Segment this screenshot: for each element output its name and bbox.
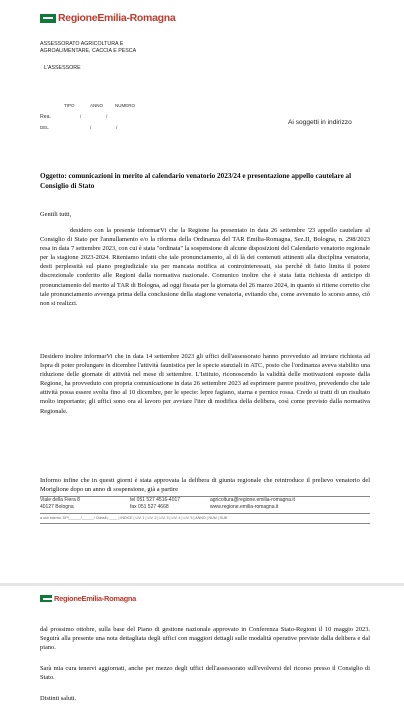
region-flag-icon xyxy=(40,595,52,602)
region-flag-icon xyxy=(40,14,56,23)
brand-name-page-2: RegioneEmilia-Romagna xyxy=(54,594,137,603)
region-logo xyxy=(40,12,175,24)
body-paragraph-3: Informo infine che in questi giorni è stata approvata la delibera di giunta regionale che reintroduce il prelievo venatorio del Moriglione dopo un anno di sospensione, già a partire xyxy=(40,477,370,494)
protocol-numero-header: NUMERO xyxy=(115,103,135,108)
classification-divider xyxy=(40,513,370,514)
protocol-anno-header: ANNO xyxy=(90,103,104,108)
footer-tel: tel 051 527 4516-4017 xyxy=(130,497,181,503)
closing-salutation: Distinti saluti. xyxy=(40,695,77,702)
protocol-del-label: DEL xyxy=(40,125,49,130)
department-line-1: ASSESSORATO AGRICOLTURA E xyxy=(40,41,124,47)
footer-address-2: 40127 Bologna xyxy=(40,504,74,510)
protocol-slash: / xyxy=(90,125,92,130)
department-line-2: AGROALIMENTARE, CACCIA E PESCA xyxy=(40,48,137,54)
footer-divider xyxy=(40,496,370,497)
region-logo-page-2 xyxy=(40,594,136,603)
classification-divider-bottom xyxy=(40,523,370,524)
office-label: L'ASSESSORE xyxy=(44,65,81,71)
letter-page-2 xyxy=(0,586,404,723)
protocol-rea-label: Rea. xyxy=(40,114,51,120)
greeting: Gentili tutti, xyxy=(40,211,72,218)
protocol-tipo-header: TIPO xyxy=(64,103,75,108)
brand-name: RegioneEmilia-Romagna xyxy=(58,12,176,24)
footer-fax: fax 051 527 4668 xyxy=(130,504,169,510)
body-paragraph-2: Desidero inoltre informarVi che in data 14 settembre 2023 gli uffici dell'assessorato hanno provveduto ad inviare richiesta ad Ispra di poter prolungare in dicembre l'attività faunistica per le specie stanziali in ATC, posto che l'ordinanza aveva stabilito una riduzione delle giornate di attività nel mese di settembre. L'Istituto, riconoscendo la validità delle motivazioni esposte dalla Regione, ha provveduto con propria comunicazione in data 26 settembre 2023 ad esprimere parere positivo, prevedendo che tale attività possa essere svolta fino al 10 dicembre, per le specie: lepre fagiano, starna e pernice rossa. Credo si tratti di un risultato molto importante; gli uffici sono ora al lavoro per avviare l'iter di modifica della delibera, così come previsto dalla normativa Regionale. xyxy=(40,353,370,415)
subject-line: Oggetto: comunicazioni in merito al calendario venatorio 2023/24 e presentazione appello cautelare al Consiglio di Stato xyxy=(40,172,352,190)
footer-address-1: Viale della Fiera 8 xyxy=(40,497,80,503)
protocol-slash: / xyxy=(80,114,82,119)
recipient-line: Ai soggetti in indirizzo xyxy=(288,119,352,126)
body-paragraph-1: desidero con la presente informarVi che la Regione ha presentato in data 26 settembre '23 appello cautelare al Consiglio di Stato per l'annullamento e/o la riforma della Ordinanza del TAR Emilia-Romagna, Sez.II, Bologna, n. 298/2023 resa in data 7 settembre 2023, con cui è stata "ordinata" la sospensione di alcune disposizioni del Calendario venatorio regionale per la stagione 2023-2024. Riteniamo infatti che tale pronunciamento, al di là dei contenuti attinenti alla disciplina venatoria, desti perplessità sul piano pregiudiziale sia per mancata notifica ai controinteressati, sia perché di fatto limita il potere discrezionale conferito alle Regioni dalla normativa nazionale. Comunico inoltre che è stata fatta richiesta di anticipo di pronunciamento del merito al TAR di Bologna, ad oggi fissata per la giornata del 26 marzo 2024, in quanto si ritiene corretto che tale pronunciamento avvenga prima della conclusione della stagione venatoria, evitando che, come avvenuto lo scorso anno, ciò non si realizzi. xyxy=(40,227,370,307)
protocol-slash: / xyxy=(116,125,118,130)
protocol-slash: / xyxy=(106,114,108,119)
footer-email: agricoltura@regione.emilia-romagna.it xyxy=(210,497,295,503)
page2-paragraph-2: Sarà mia cura tenervi aggiornati, anche per mezzo degli uffici dell'assessorato sull'evolversi del ricorso presso il Consiglio di Stato. xyxy=(40,665,370,682)
page2-paragraph-1: dal prossimo ottobre, sulla base del Piano di gestione nazionale approvato in Conferenza Stato-Regioni il 10 maggio 2023. Seguirà alla presente una nota dettagliata degli uffici con maggiori dettagli sulle modalità operative previste dalla delibera e dal piano. xyxy=(40,626,370,652)
footer-web: www.regione.emilia-romagna.it xyxy=(210,504,279,510)
classification-row: a uso interno: DP/______/______/ Classif.| ____ | INDICE | LIV. 1 | LIV. 2 | LIV. 3 | LIV. 4 | LIV. 5 | ANNO | NUM | SUB xyxy=(40,516,228,520)
